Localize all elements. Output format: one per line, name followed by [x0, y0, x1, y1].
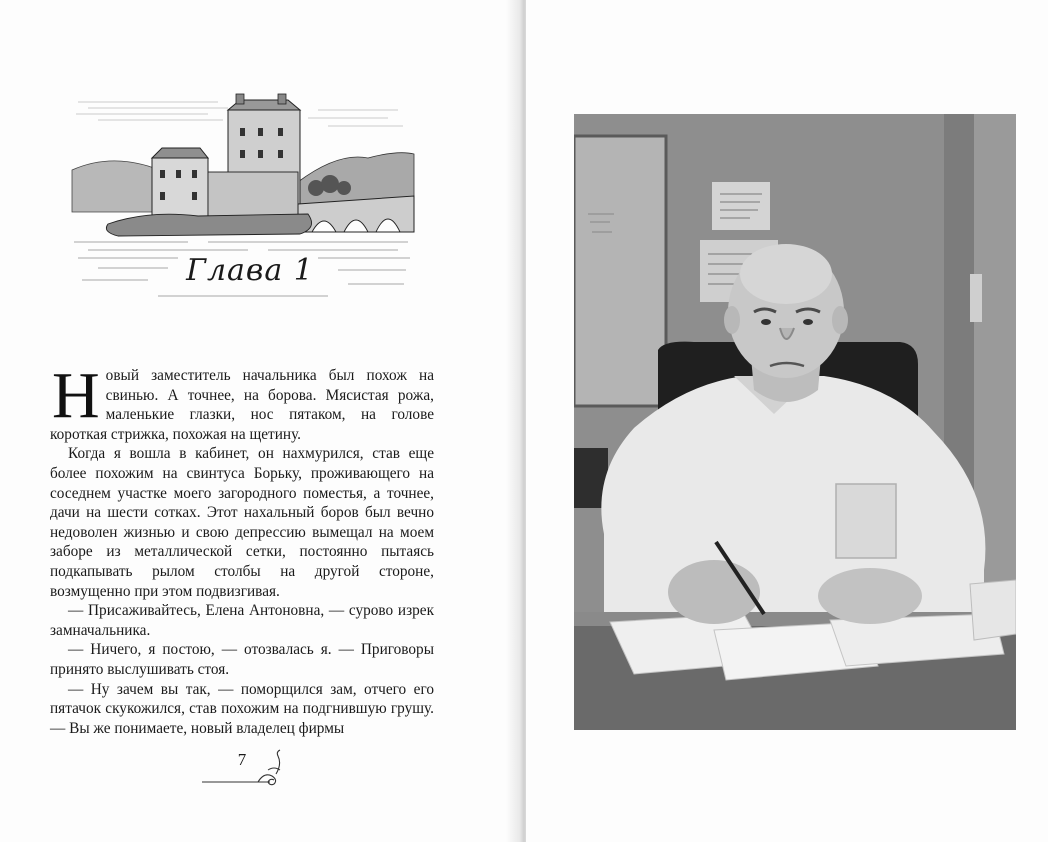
page-folio: [200, 748, 296, 788]
office-portrait-illustration: [574, 114, 1016, 730]
portrait-drawing: [574, 114, 1016, 730]
paragraph: — Ну зачем вы так, — поморщился зам, отчего его пятачок скукожился, став похожим на подгнившую грушу. — Вы же понимаете, новый владелец фирмы: [50, 680, 434, 737]
paragraph-text: овый заместитель начальника был похож на свинью. А точнее, на борова. Мясистая рожа, маленькие глазки, нос пятаком, на голове короткая стрижка, похожая на щетину.: [50, 367, 434, 443]
page-number: 7: [237, 750, 247, 769]
paragraph: Когда я вошла в кабинет, он нахмурился, став еще более похожим на свинтуса Борьку, проживающего на соседнем участке моего загородного поместья, а точнее, дачи на шести сотках. Этот нахальный боров был вечно недоволен жизнью и свою депрессию вымещал на моем заборе из металлической сетки, постоянно пытаясь подкапывать рылом столбы на другой стороне, возмущенно при этом подвизгивая.: [50, 445, 434, 600]
chapter-title: Глава 1: [186, 253, 314, 288]
left-page: [0, 0, 520, 842]
drop-cap: Н: [52, 359, 100, 432]
body-text: [50, 359, 434, 738]
paragraph: [50, 359, 434, 444]
paragraph: — Ничего, я постою, — отозвалась я. — Приговоры принято выслушивать стоя.: [50, 641, 434, 678]
paragraph: — Присаживайтесь, Елена Антоновна, — сурово изрек замначальника.: [50, 602, 434, 639]
